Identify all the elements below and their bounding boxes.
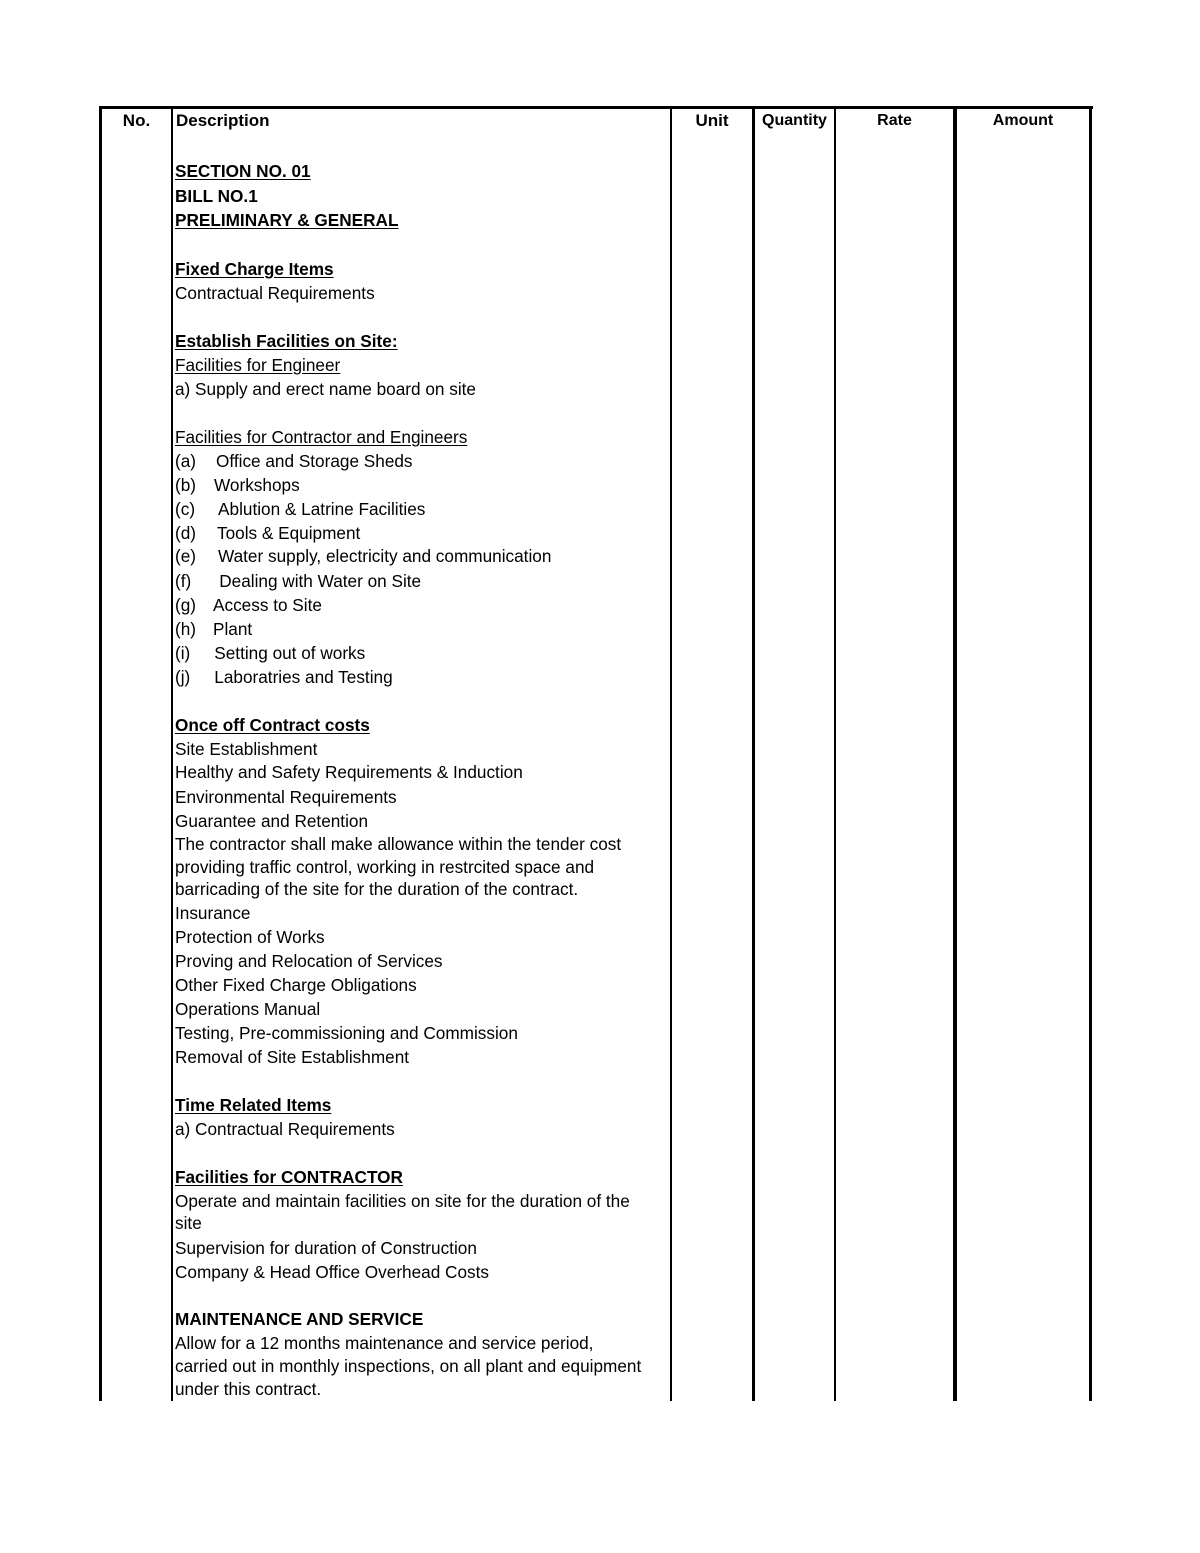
item-text: Protection of Works (175, 927, 325, 947)
description-line (175, 379, 476, 399)
description-line (175, 999, 320, 1019)
item-text: Facilities for Contractor and Engineers (175, 427, 468, 447)
description-line (175, 739, 317, 759)
description-line (175, 1379, 321, 1399)
item-text: under this contract. (175, 1379, 322, 1399)
description-line (175, 1356, 641, 1376)
item-text: Ablution & Latrine Facilities (218, 499, 426, 519)
item-text: barricading of the site for the duration of the contract. (175, 879, 579, 899)
description-line (175, 259, 334, 279)
header-quantity: Quantity (762, 112, 827, 129)
description-line (175, 331, 398, 351)
description-line (175, 903, 250, 923)
description-line (175, 283, 375, 303)
description-line (175, 1262, 489, 1282)
item-text: The contractor shall make allowance within the tender cost (175, 834, 622, 854)
item-text: Environmental Requirements (175, 787, 397, 807)
table-left-border (99, 106, 102, 1401)
item-text: Tools & Equipment (217, 523, 361, 543)
item-text: Proving and Relocation of Services (175, 951, 443, 971)
item-text: Establish Facilities on Site: (175, 331, 398, 351)
item-text: Access to Site (213, 595, 322, 615)
description-line (175, 1047, 409, 1067)
item-label: (h) (175, 619, 197, 639)
item-text: Other Fixed Charge Obligations (175, 975, 417, 995)
description-line (175, 595, 322, 615)
item-label: (d) (175, 523, 197, 543)
description-line (175, 1333, 593, 1353)
item-label: (e) (175, 546, 197, 566)
column-divider-quantity (834, 106, 836, 1401)
item-label: (c) (175, 499, 196, 519)
description-line (175, 1238, 477, 1258)
item-text: Supervision for duration of Construction (175, 1238, 477, 1258)
description-line (175, 546, 551, 566)
item-text: Office and Storage Sheds (216, 451, 413, 471)
item-text: Testing, Pre-commissioning and Commission (175, 1023, 518, 1043)
description-line (175, 857, 594, 877)
item-text: Insurance (175, 903, 251, 923)
description-line (175, 210, 398, 230)
item-text: Removal of Site Establishment (175, 1047, 410, 1067)
header-unit: Unit (695, 111, 729, 130)
item-text: MAINTENANCE AND SERVICE (175, 1309, 424, 1329)
description-line (175, 834, 621, 854)
column-divider-description (670, 106, 672, 1401)
table-top-border (99, 106, 1093, 109)
description-line (175, 975, 417, 995)
item-text: Company & Head Office Overhead Costs (175, 1262, 489, 1282)
description-line (175, 571, 421, 591)
description-line (175, 879, 578, 899)
description-line (175, 186, 258, 206)
item-label: (j) (175, 667, 191, 687)
column-divider-rate (953, 106, 957, 1401)
item-text: Facilities for CONTRACTOR (175, 1167, 403, 1187)
item-label: (g) (175, 595, 197, 615)
header-no: No. (122, 111, 151, 130)
description-line (175, 927, 325, 947)
description-line (175, 951, 443, 971)
header-amount: Amount (992, 112, 1054, 129)
column-divider-unit (752, 106, 755, 1401)
item-text: site (175, 1213, 202, 1233)
item-text: Workshops (214, 475, 300, 495)
item-text: Allow for a 12 months maintenance and service period, (175, 1333, 594, 1353)
description-line (175, 1213, 202, 1233)
description-line (175, 1119, 395, 1139)
item-text: Plant (213, 619, 253, 639)
item-text: Guarantee and Retention (175, 811, 369, 831)
item-text: Water supply, electricity and communication (218, 546, 552, 566)
item-text: Once off Contract costs (175, 715, 370, 735)
description-line (175, 523, 360, 543)
item-text: Healthy and Safety Requirements & Induction (175, 762, 523, 782)
item-text: Contractual Requirements (175, 283, 375, 303)
description-line (175, 1309, 423, 1329)
description-line (175, 1023, 518, 1043)
item-label: (i) (175, 643, 191, 663)
description-line (175, 451, 413, 471)
description-line (175, 355, 340, 375)
description-line (175, 715, 370, 735)
item-text: BILL NO.1 (175, 186, 258, 206)
item-label: (f) (175, 571, 192, 591)
item-text: Operations Manual (175, 999, 321, 1019)
item-label: (a) (175, 451, 197, 471)
item-label: (b) (175, 475, 197, 495)
item-text: SECTION NO. 01 (175, 161, 311, 181)
item-text: Time Related Items (175, 1095, 332, 1115)
description-line (175, 667, 393, 687)
description-line (175, 619, 252, 639)
item-text: providing traffic control, working in restrcited space and (175, 857, 595, 877)
description-line (175, 499, 425, 519)
description-line (175, 762, 523, 782)
item-text: Dealing with Water on Site (219, 571, 422, 591)
item-text: Laboratries and Testing (214, 667, 393, 687)
description-line (175, 787, 397, 807)
column-divider-no (171, 106, 173, 1401)
table-right-border (1089, 106, 1092, 1401)
description-line (175, 427, 467, 447)
header-description: Description (176, 111, 270, 130)
item-text: a) Contractual Requirements (175, 1119, 395, 1139)
header-rate: Rate (877, 112, 912, 129)
description-line (175, 1095, 331, 1115)
item-text: Setting out of works (214, 643, 366, 663)
description-line (175, 1191, 630, 1211)
item-text: a) Supply and erect name board on site (175, 379, 476, 399)
description-line (175, 1167, 403, 1187)
item-text: PRELIMINARY & GENERAL (175, 210, 399, 230)
description-line (175, 643, 365, 663)
description-line (175, 475, 300, 495)
item-text: carried out in monthly inspections, on all plant and equipment (175, 1356, 642, 1376)
description-line (175, 161, 311, 181)
item-text: Site Establishment (175, 739, 318, 759)
item-text: Operate and maintain facilities on site for the duration of the (175, 1191, 630, 1211)
item-text: Facilities for Engineer (175, 355, 341, 375)
item-text: Fixed Charge Items (175, 259, 334, 279)
description-line (175, 811, 368, 831)
